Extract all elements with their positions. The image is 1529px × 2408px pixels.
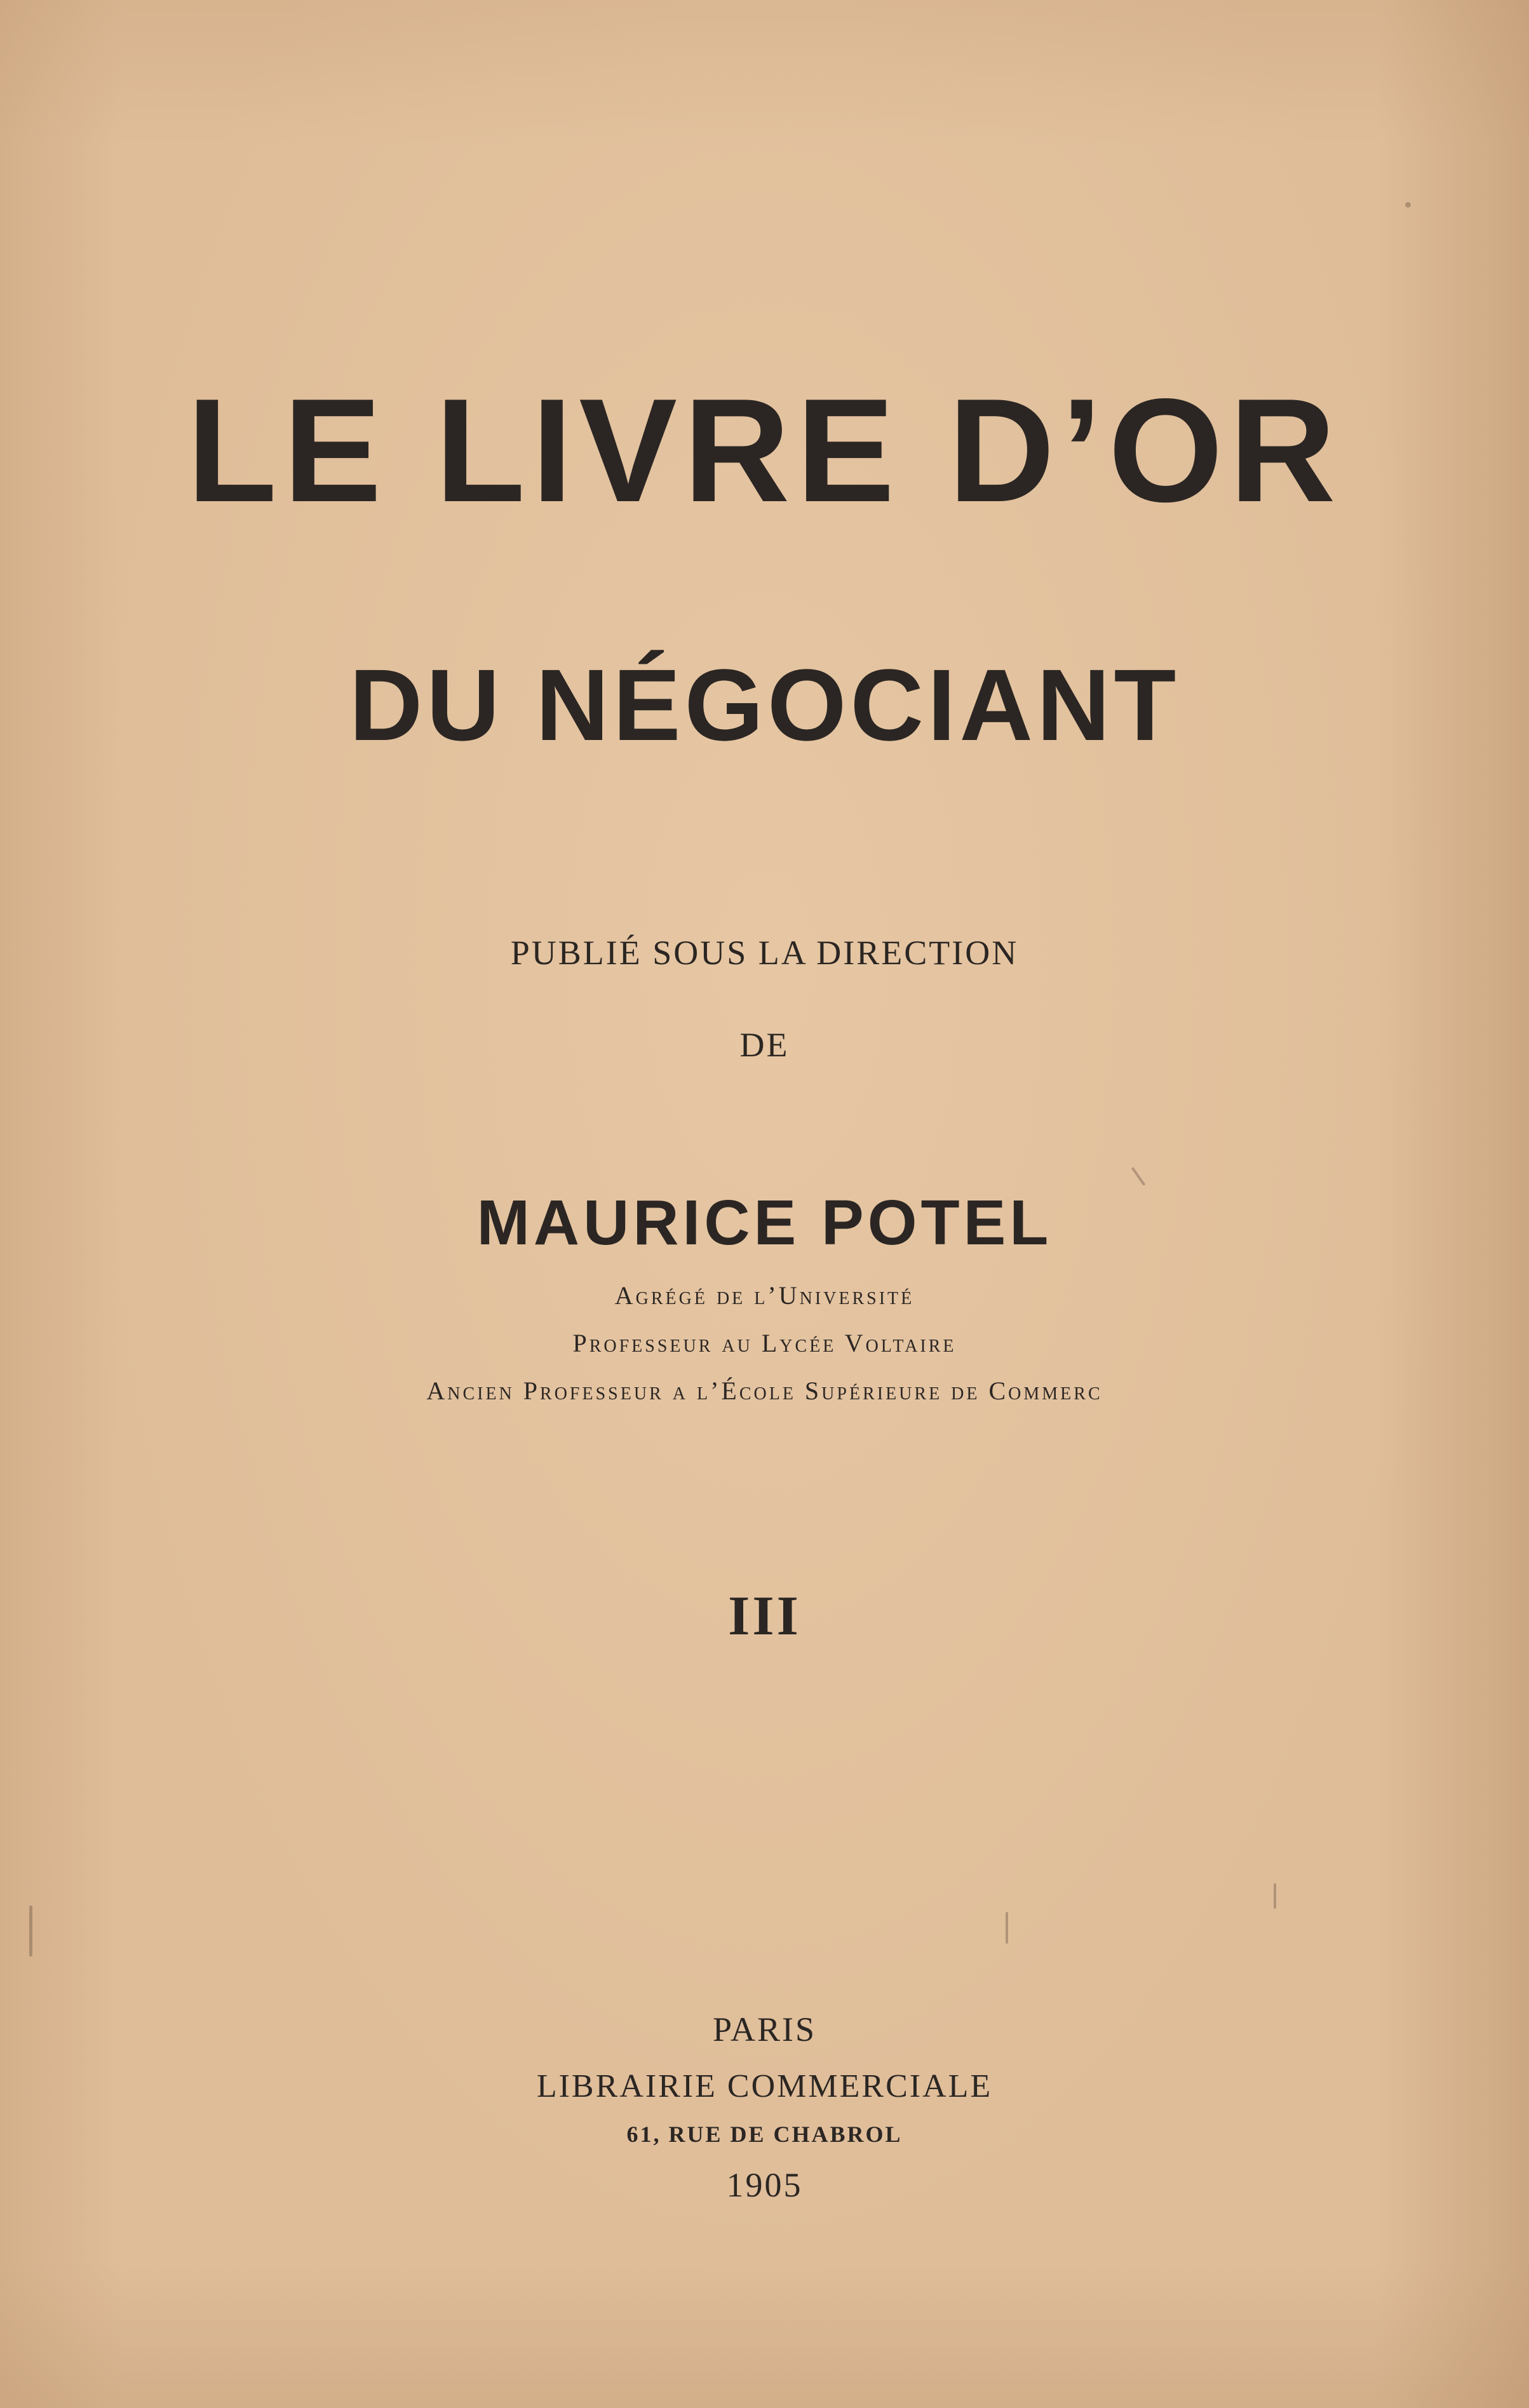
author-credential: Ancien Professeur a l’École Supérieure de Commerc bbox=[426, 1376, 1103, 1405]
paper-speck bbox=[1405, 202, 1411, 208]
paper-speck bbox=[1274, 1883, 1276, 1909]
author-credential: Agrégé de l’Université bbox=[614, 1281, 915, 1310]
de-line: DE bbox=[739, 1026, 790, 1064]
book-title: LE LIVRE D’OR bbox=[187, 368, 1342, 533]
imprint-year: 1905 bbox=[726, 2166, 803, 2204]
paper-speck bbox=[1006, 1912, 1008, 1944]
published-under-line: PUBLIÉ SOUS LA DIRECTION bbox=[510, 934, 1019, 972]
volume-number: III bbox=[728, 1585, 801, 1647]
book-subtitle: DU NÉGOCIANT bbox=[349, 648, 1180, 762]
imprint-place: PARIS bbox=[712, 2010, 817, 2048]
paper-speck bbox=[29, 1906, 32, 1956]
imprint-publisher: LIBRAIRIE COMMERCIALE bbox=[536, 2068, 993, 2104]
author-name: MAURICE POTEL bbox=[476, 1187, 1053, 1258]
imprint-address: 61, RUE DE CHABROL bbox=[626, 2122, 903, 2147]
author-credential: Professeur au Lycée Voltaire bbox=[572, 1329, 957, 1357]
